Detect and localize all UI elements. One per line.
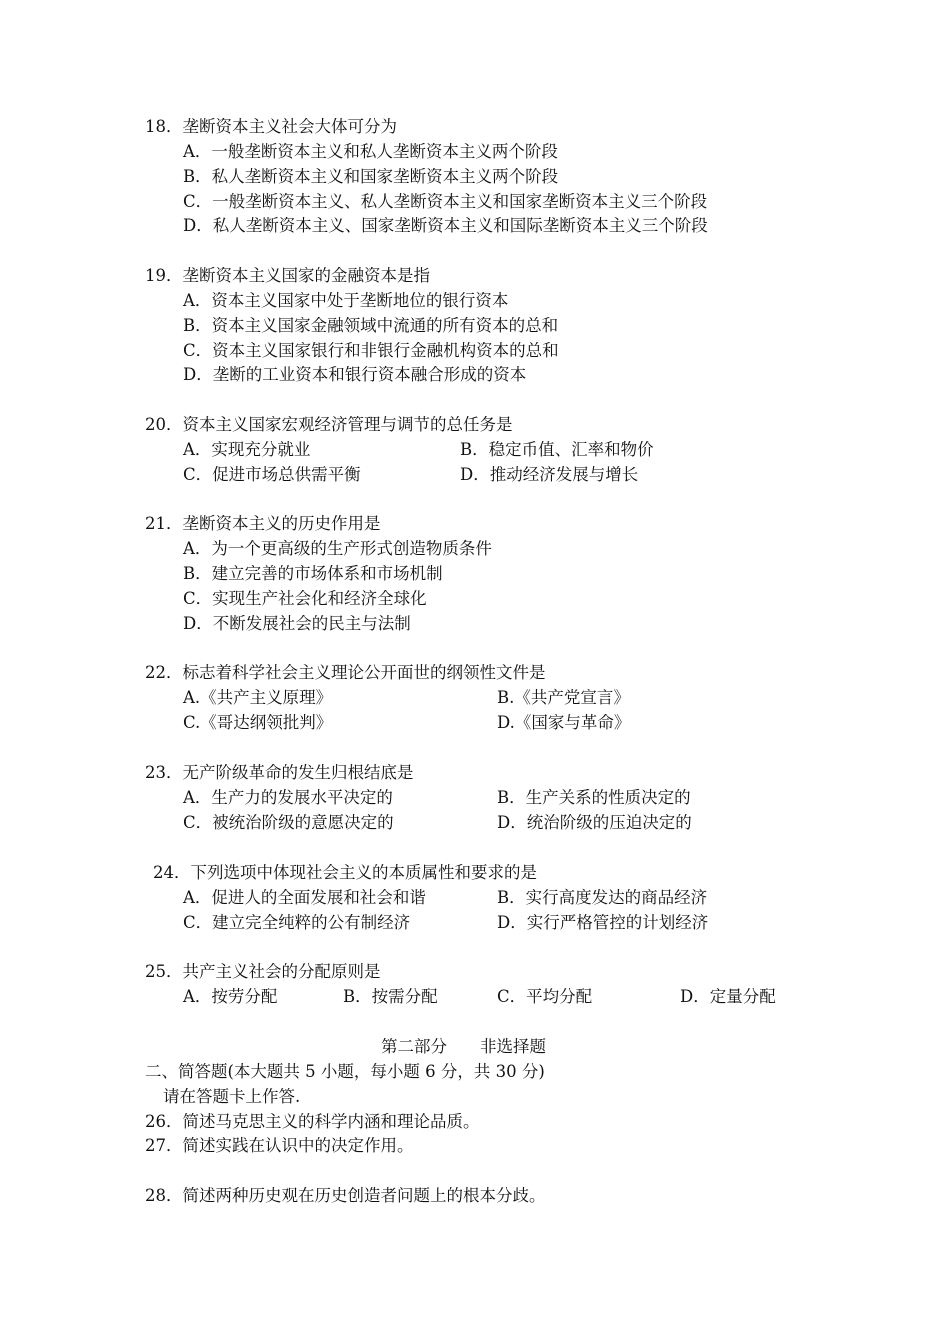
question-25-option-a: A．按劳分配 xyxy=(183,987,278,1006)
question-19-option-c: C．资本主义国家银行和非银行金融机构资本的总和 xyxy=(183,341,559,360)
question-28: 28．简述两种历史观在历史创造者问题上的根本分歧。 xyxy=(145,1186,546,1205)
question-20-stem: 20．资本主义国家宏观经济管理与调节的总任务是 xyxy=(145,415,513,434)
question-25-option-b: B．按需分配 xyxy=(343,987,438,1006)
question-22-option-b: B.《共产党宣言》 xyxy=(497,688,630,707)
question-24-option-d: D．实行严格管控的计划经济 xyxy=(497,913,709,932)
question-25-option-d: D．定量分配 xyxy=(680,987,776,1006)
question-20-option-d: D．推动经济发展与增长 xyxy=(460,465,639,484)
question-23-option-b: B．生产关系的性质决定的 xyxy=(497,788,691,807)
question-21-option-b: B．建立完善的市场体系和市场机制 xyxy=(183,564,443,583)
question-19-option-b: B．资本主义国家金融领域中流通的所有资本的总和 xyxy=(183,316,559,335)
question-18-option-a: A．一般垄断资本主义和私人垄断资本主义两个阶段 xyxy=(183,142,558,161)
question-18-option-c: C．一般垄断资本主义、私人垄断资本主义和国家垄断资本主义三个阶段 xyxy=(183,192,708,211)
section-note: 请在答题卡上作答. xyxy=(163,1087,301,1106)
question-25-option-c: C．平均分配 xyxy=(497,987,593,1006)
question-23-option-c: C．被统治阶级的意愿决定的 xyxy=(183,813,394,832)
question-21-option-d: D．不断发展社会的民主与法制 xyxy=(183,614,411,633)
question-24-option-b: B．实行高度发达的商品经济 xyxy=(497,888,708,907)
question-18-option-d: D．私人垄断资本主义、国家垄断资本主义和国际垄断资本主义三个阶段 xyxy=(183,216,708,235)
question-27: 27．简述实践在认识中的决定作用。 xyxy=(145,1136,414,1155)
question-23-option-a: A．生产力的发展水平决定的 xyxy=(183,788,393,807)
question-24-option-c: C．建立完全纯粹的公有制经济 xyxy=(183,913,411,932)
question-18-option-b: B．私人垄断资本主义和国家垄断资本主义两个阶段 xyxy=(183,167,559,186)
question-22-option-a: A.《共产主义原理》 xyxy=(183,688,333,707)
question-18-stem: 18．垄断资本主义社会大体可分为 xyxy=(145,117,397,136)
question-19-option-a: A．资本主义国家中处于垄断地位的银行资本 xyxy=(183,291,509,310)
question-20-option-b: B．稳定币值、汇率和物价 xyxy=(460,440,654,459)
question-26: 26．简述马克思主义的科学内涵和理论品质。 xyxy=(145,1112,480,1131)
question-24-option-a: A．促进人的全面发展和社会和谐 xyxy=(183,888,426,907)
question-24-stem: 24．下列选项中体现社会主义的本质属性和要求的是 xyxy=(153,863,537,882)
question-22-option-c: C.《哥达纲领批判》 xyxy=(183,713,333,732)
section-heading: 二、简答题(本大题共 5 小题，每小题 6 分，共 30 分) xyxy=(145,1062,545,1081)
question-23-option-d: D．统治阶级的压迫决定的 xyxy=(497,813,692,832)
question-23-stem: 23．无产阶级革命的发生归根结底是 xyxy=(145,763,414,782)
question-22-option-d: D.《国家与革命》 xyxy=(497,713,631,732)
question-19-option-d: D．垄断的工业资本和银行资本融合形成的资本 xyxy=(183,365,527,384)
part-two-title: 第二部分 非选择题 xyxy=(381,1037,546,1056)
question-21-option-c: C．实现生产社会化和经济全球化 xyxy=(183,589,427,608)
question-19-stem: 19．垄断资本主义国家的金融资本是指 xyxy=(145,266,430,285)
question-25-stem: 25．共产主义社会的分配原则是 xyxy=(145,962,381,981)
question-20-option-c: C．促进市场总供需平衡 xyxy=(183,465,361,484)
question-21-stem: 21．垄断资本主义的历史作用是 xyxy=(145,514,381,533)
question-20-option-a: A．实现充分就业 xyxy=(183,440,311,459)
question-21-option-a: A．为一个更高级的生产形式创造物质条件 xyxy=(183,539,492,558)
question-22-stem: 22．标志着科学社会主义理论公开面世的纲领性文件是 xyxy=(145,663,546,682)
